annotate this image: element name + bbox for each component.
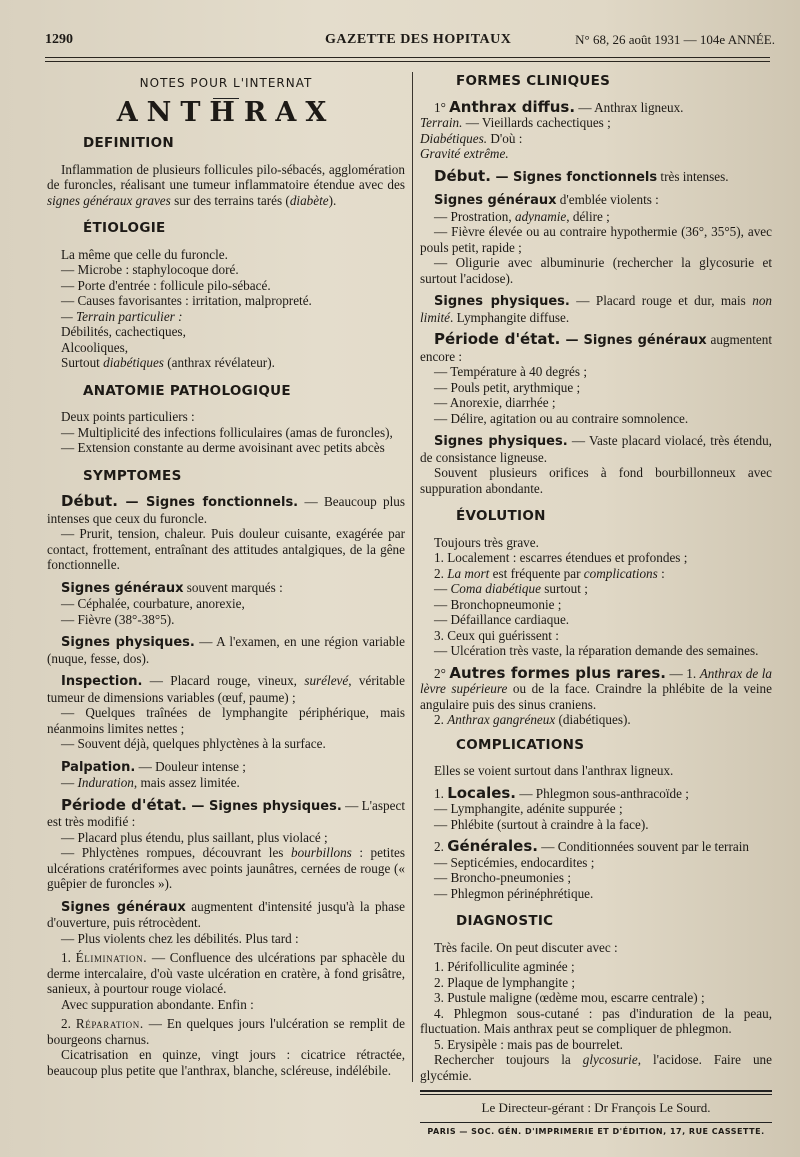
complications-locales: 1. Locales. — Phlegmon sous-anthracoïde ; [434, 783, 689, 802]
heading-formes-cliniques: FORMES CLINIQUES [456, 73, 611, 89]
evolution-mort: 2. La mort est fréquente par complications : [434, 565, 665, 581]
issue-info: N° 68, 26 août 1931 — 104e ANNÉE. [575, 32, 775, 47]
diagnostic-line: 5. Erysipèle : mais pas de bourrelet. [434, 1036, 623, 1052]
diagnostic-line: 1. Périfolliculite agminée ; [434, 959, 575, 974]
left-column [47, 72, 405, 1078]
evolution-line: 1. Localement : escarres étendues et profondes ; [434, 550, 688, 565]
formes-fievre: — Fièvre élevée ou au contraire hypothermie (36°, 35°5), avec pouls petit, rapide ; [420, 224, 772, 255]
etiologie-line: Alcooliques, [61, 339, 129, 355]
formes-etat-line: — Température à 40 degrés ; [434, 364, 587, 379]
complications-line: — Lymphangite, adénite suppurée ; [434, 801, 623, 816]
formes-signes-physiques: Signes physiques. — Placard rouge et dur, mais non limité. Lymphangite diffuse. [420, 293, 772, 325]
symptomes-periode-etat: Période d'état. — Signes physiques. — L'aspect est très modifié : [47, 795, 406, 829]
formes-periode-etat: Période d'état. — Signes généraux augmentent encore : [420, 330, 772, 364]
page-header [45, 32, 775, 52]
section-label: NOTES POUR L'INTERNAT [139, 76, 313, 90]
complications-intro: Elles se voient surtout dans l'anthrax ligneux. [434, 763, 674, 778]
symptomes-signes-physiques: Signes physiques. — A l'examen, en une région variable (nuque, fesse, dos). [47, 634, 405, 666]
right-column [420, 72, 772, 1083]
heading-symptomes: SYMPTOMES [83, 467, 182, 484]
formes-oligurie: — Oligurie avec albuminurie (rechercher la glycosurie et surtout l'acidose). [420, 255, 772, 286]
evolution-line: — Défaillance cardiaque. [434, 612, 570, 627]
symptomes-cicatrisation: Cicatrisation en quinze, vingt jours : cicatrice rétractée, beaucoup plus petite que l'anthrax, blanche, scléreuse, indélébile. [47, 1047, 405, 1078]
journal-title: GAZETTE DES HOPITAUX [325, 32, 512, 47]
symptomes-inspection: Inspection. — Placard rouge, vineux, surélevé, véritable tumeur de dimensions variables (œuf, paume) ; [47, 673, 405, 705]
diagnostic-line: 2. Plaque de lymphangite ; [434, 974, 576, 990]
symptomes-line: — Plus violents chez les débilités. Plus tard : [61, 930, 299, 946]
formes-gangreneux: 2. Anthrax gangréneux (diabétiques). [434, 712, 631, 727]
evolution-line: 3. Ceux qui guérissent : [434, 627, 559, 643]
complications-line: — Septicémies, endocardites ; [434, 854, 595, 870]
complications-line: — Phlegmon périnéphrétique. [434, 885, 594, 901]
definition-text: Inflammation de plusieurs follicules pilo-sébacés, agglomération de furoncles, réalisant une tumeur inflammatoire étendue avec des signes généraux graves sur des terrains tarés (diabète). [47, 161, 405, 208]
diagnostic-glycosurie: Rechercher toujours la glycosurie, l'acidose. Faire une glycémie. [420, 1052, 772, 1083]
heading-definition: DEFINITION [83, 135, 175, 151]
formes-autres: 2° Autres formes plus rares. — 1. Anthrax de la lèvre supérieure ou de la face. Craindre la phlébite de la veine angulaire puis des sinus craniens. [420, 663, 772, 712]
diagnostic-intro: Très facile. On peut discuter avec : [434, 939, 618, 955]
symptomes-line: — Fièvre (38°-38°5). [61, 611, 175, 627]
anatomie-line: — Extension constante au derme avoisinant avec petits abcès [61, 440, 385, 455]
etiologie-surtout: Surtout diabétiques (anthrax révélateur). [61, 355, 275, 370]
symptomes-palpation: Palpation. — Douleur intense ; [61, 758, 246, 775]
formes-orifices: Souvent plusieurs orifices à fond bourbillonneux avec suppuration abondante. [420, 465, 772, 496]
complications-line: — Phlébite (surtout à craindre à la face). [434, 816, 649, 832]
formes-terrain: Terrain. — Vieillards cachectiques ; [420, 115, 611, 130]
etiologie-line: La même que celle du furoncle. [61, 246, 228, 262]
symptomes-reparation: 2. Réparation. — En quelques jours l'ulcération se remplit de bourgeons charnus. [47, 1016, 405, 1047]
formes-signes-physiques-2: Signes physiques. — Vaste placard violacé, très étendu, de consistance ligneuse. [420, 433, 772, 465]
etiologie-line: — Causes favorisantes : irritation, malpropreté. [61, 293, 312, 308]
formes-prostration: — Prostration, adynamie, délire ; [434, 208, 610, 224]
symptomes-bourbillons: — Phlyctènes rompues, découvrant les bourbillons : petites ulcérations cratériformes avec points jaunâtres, cernées de rouge (« guêpier de furoncles »). [47, 845, 405, 891]
article-title: ANTHRAX [116, 96, 336, 128]
page-number: 1290 [45, 32, 73, 47]
formes-debut: Début. — Signes fonctionnels très intenses. [434, 166, 729, 185]
evolution-line: — Bronchopneumonie ; [434, 596, 562, 612]
heading-anatomie: ANATOMIE PATHOLOGIQUE [83, 382, 291, 399]
symptomes-prurit: — Prurit, tension, chaleur. Puis douleur cuisante, exagérée par contact, frottement, entraînant des attitudes antalgiques, de la gêne fonctionnelle. [47, 526, 405, 572]
symptomes-line: — Souvent déjà, quelques phlyctènes à la surface. [61, 736, 326, 751]
anatomie-line: — Multiplicité des infections folliculaires (amas de furoncles), [61, 424, 393, 440]
formes-etat-line: — Délire, agitation ou au contraire somnolence. [434, 410, 689, 426]
symptomes-debut: Début. — Signes fonctionnels. — Beaucoup plus intenses que ceux du furoncle. [47, 492, 405, 526]
diagnostic-line: 4. Phlegmon sous-cutané : pas d'induration de la peau, fluctuation. Mais anthrax peut se compliquer de phlegmon. [420, 1005, 772, 1036]
formes-signes-generaux: Signes généraux d'emblée violents : [434, 192, 659, 208]
heading-etiologie: ÉTIOLOGIE [83, 220, 166, 236]
etiologie-terrain: — Terrain particulier : [61, 308, 183, 324]
column-divider [412, 72, 413, 1082]
formes-etat-line: — Anorexie, diarrhée ; [434, 395, 556, 410]
evolution-line: — Ulcération très vaste, la réparation demande des semaines. [434, 643, 759, 658]
symptomes-signes-generaux: Signes généraux souvent marqués : [61, 579, 283, 596]
symptomes-signes-generaux-2: Signes généraux augmentent d'intensité jusqu'à la phase d'ouverture, puis rétrocèdent. [47, 898, 405, 930]
anatomie-line: Deux points particuliers : [61, 409, 195, 424]
etiologie-line: Débilités, cachectiques, [61, 324, 186, 339]
heading-evolution: ÉVOLUTION [456, 508, 546, 524]
header-rule-double [45, 61, 770, 62]
etiologie-line: — Porte d'entrée : follicule pilo-sébacé. [61, 277, 271, 293]
formes-anthrax-diffus: 1° Anthrax diffus. — Anthrax ligneux. [434, 97, 684, 116]
symptomes-line: — Placard plus étendu, plus saillant, plus violacé ; [61, 829, 328, 845]
symptomes-elimination: 1. Élimination. — Confluence des ulcérations par sphacèle du derme intercalaire, d'où vaste ulcération en cratère, à fond grisâtre, sanieux, à pourtour rouge violacé. [47, 950, 405, 996]
formes-gravite: Gravité extrême. [420, 146, 509, 161]
evolution-line: Toujours très grave. [434, 534, 539, 550]
complications-generales: 2. Générales. — Conditionnées souvent par le terrain [434, 837, 749, 855]
symptomes-line: — Quelques traînées de lymphangite périphérique, mais néanmoins limites nettes ; [47, 705, 405, 736]
evolution-coma: — Coma diabétique surtout ; [434, 581, 588, 596]
etiologie-line: — Microbe : staphylocoque doré. [61, 262, 239, 277]
formes-etat-line: — Pouls petit, arythmique ; [434, 379, 581, 395]
imprint-line: PARIS — SOC. GÉN. D'IMPRIMERIE ET D'ÉDITION, 17, RUE CASSETTE. [427, 1127, 765, 1136]
director-line: Le Directeur-gérant : Dr François Le Sourd. [481, 1100, 711, 1115]
header-rule [45, 57, 770, 58]
heading-complications: COMPLICATIONS [456, 736, 585, 753]
diagnostic-line: 3. Pustule maligne (œdème mou, escarre centrale) ; [434, 990, 705, 1005]
symptomes-induration: — Induration, mais assez limitée. [61, 775, 240, 790]
symptomes-line: — Céphalée, courbature, anorexie, [61, 596, 245, 611]
page-footer [420, 1090, 772, 1136]
symptomes-line: Avec suppuration abondante. Enfin : [61, 996, 254, 1012]
heading-diagnostic: DIAGNOSTIC [456, 913, 554, 929]
formes-diabetiques: Diabétiques. D'où : [420, 130, 523, 146]
complications-line: — Broncho-pneumonies ; [434, 870, 571, 885]
